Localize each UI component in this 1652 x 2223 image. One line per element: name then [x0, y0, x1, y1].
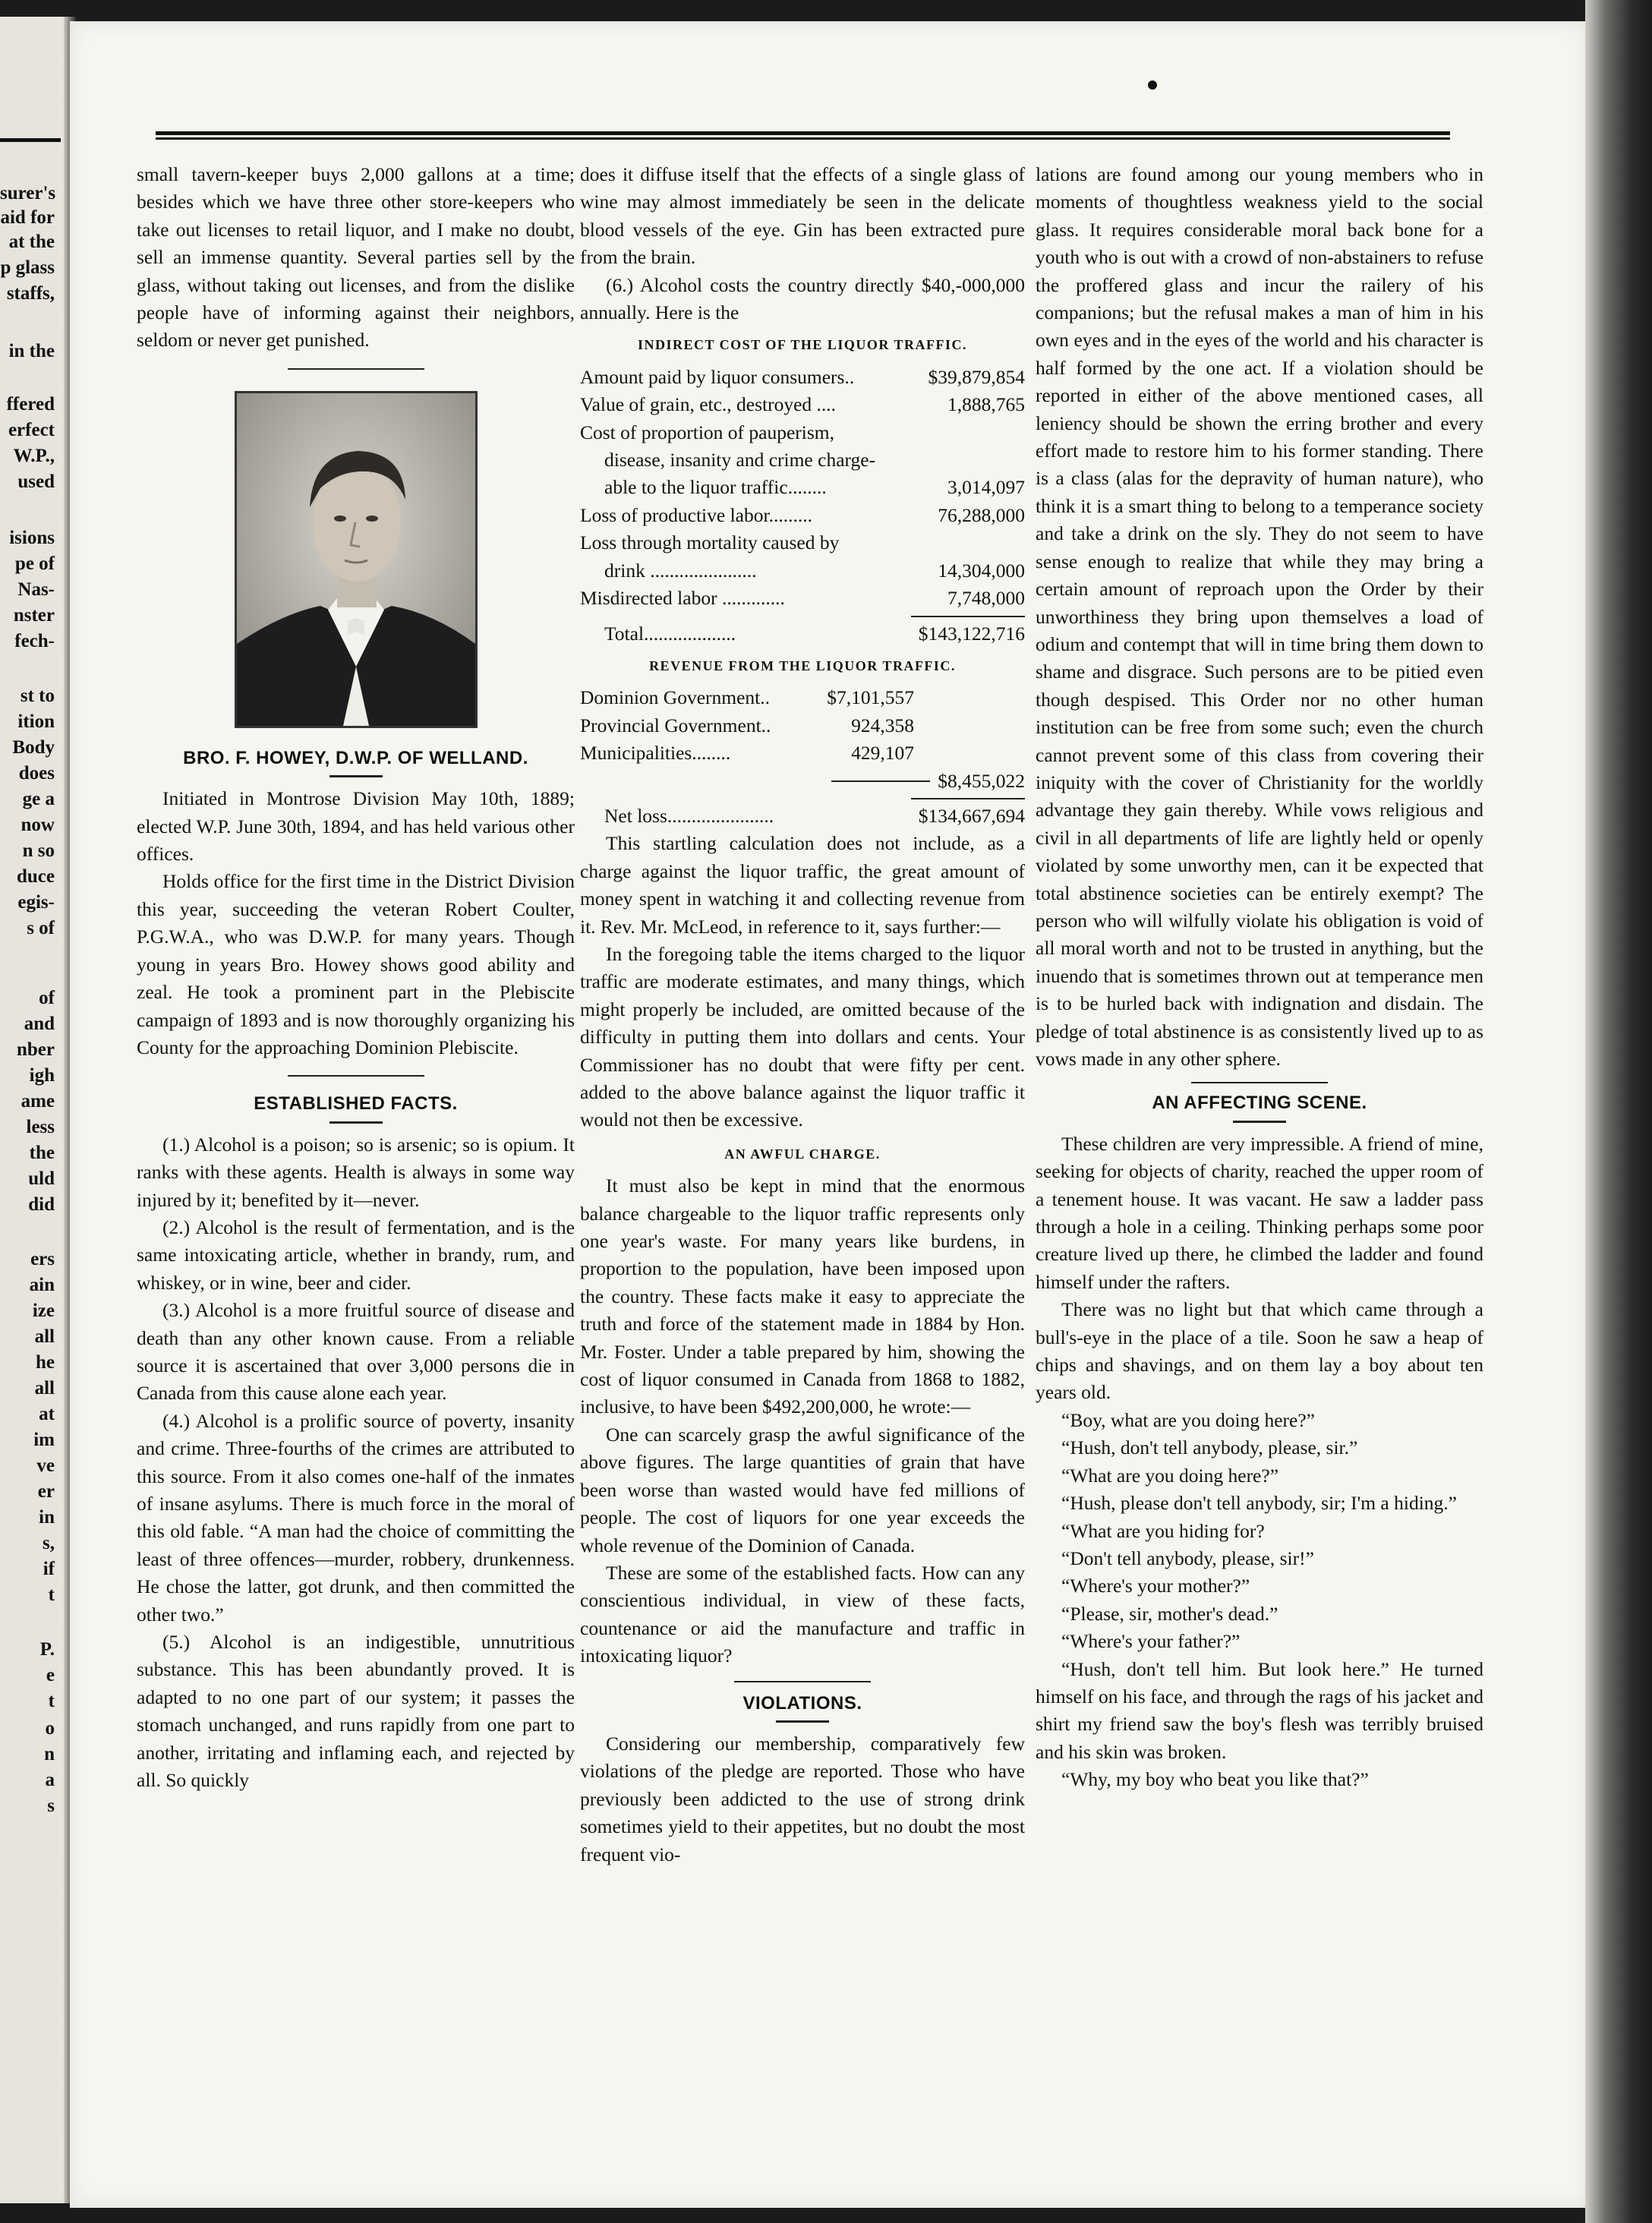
table-cell-label: Value of grain, etc., destroyed ....: [580, 393, 837, 416]
dialogue-line: “Where's your mother?”: [1061, 1575, 1250, 1597]
table-cell-label: Cost of proportion of pauperism,: [580, 421, 834, 443]
margin-fragment: W.P.,: [13, 446, 55, 466]
margin-fragment: ge a: [22, 789, 55, 809]
margin-fragment: ain: [29, 1275, 55, 1295]
header-double-rule: [156, 131, 1450, 140]
table-row: [580, 446, 1025, 474]
adjacent-page-rule: [0, 138, 61, 142]
scan-edge-shadow: [1585, 0, 1652, 2223]
margin-fragment: nster: [13, 605, 55, 626]
table-heading-indirect-cost: INDIRECT COST OF THE LIQUOR TRAFFIC.: [637, 337, 968, 353]
paragraph: These are some of the established facts. How can any conscientious individual, in view of these facts, countenance or aid the manufacture and traffic in intoxicating liquor?: [580, 1561, 1025, 1667]
portrait-photo: [235, 391, 478, 728]
paragraph: One can scarcely grasp the awful significance of the above figures. The large quantities of grain that have been worse than wasted would have fed millions of people. The cost of liquors for one year exceeds the whole revenue of the Dominion of Canada.: [580, 1423, 1025, 1556]
dialogue-line: “Where's your father?”: [1061, 1630, 1241, 1653]
table-cell-amount: 924,358: [851, 714, 914, 736]
margin-fragment: Nas-: [17, 579, 55, 600]
revenue-total-row: [580, 768, 1025, 795]
table-cell-label: Net loss......................: [604, 804, 774, 827]
section-divider: [288, 1075, 424, 1077]
margin-fragment: n so: [22, 840, 55, 861]
margin-fragment: P.: [39, 1639, 55, 1660]
section-divider: [734, 1681, 871, 1682]
table-row: [580, 739, 914, 767]
table-row: [580, 585, 1025, 612]
table-cell-amount: $8,455,022: [938, 769, 1025, 792]
margin-fragment: he: [36, 1352, 55, 1373]
table-cell-label: Dominion Government..: [580, 686, 771, 709]
table-cell-amount: 1,888,765: [947, 393, 1025, 416]
margin-fragment: of: [39, 988, 55, 1008]
paragraph: There was no light but that which came through a bull's-eye in the place of a tile. Soon he saw a heap of chips and shavings, and on them lay a boy about ten years old.: [1036, 1298, 1483, 1404]
table-cell-amount: $7,101,557: [827, 686, 914, 709]
bio-paragraph: Holds office for the first time in the District Division this year, succeeding the veteran Robert Coulter, P.G.W.A., who was D.W.P. for many years. Though young in years Bro. Howey shows good ability and zeal. He took a prominent part in the Plebiscite campaign of 1893 and is now thoroughly organizing his County for the approaching Dominion Plebiscite.: [137, 870, 575, 1058]
margin-fragment: used: [17, 471, 55, 492]
margin-fragment: im: [33, 1430, 55, 1450]
column-3: [1036, 161, 1483, 1794]
table-row: [580, 391, 1025, 418]
table-cell-amount: 76,288,000: [938, 503, 1025, 526]
table-row: [580, 419, 1025, 446]
table-cell-label: able to the liquor traffic........: [604, 476, 827, 499]
paragraph: It must also be kept in mind that the enormous balance chargeable to the liquor traffic represents only one year's waste. For many years like burdens, in proportion to the population, have been imposed upon the country. These facts make it easy to appreciate the truth and force of the statement made in 1884 by Hon. Mr. Foster. Under a table prepared by him, showing the cost of liquor consumed in Canada from 1868 to 1882, inclusive, to have been $492,200,000, he wrote:—: [580, 1175, 1025, 1418]
table-cell-label: Misdirected labor .............: [580, 587, 785, 610]
margin-fragment: duce: [17, 866, 55, 887]
margin-fragment: ve: [36, 1455, 55, 1476]
margin-fragment: isions: [9, 528, 55, 548]
table-row: [580, 474, 1025, 501]
table-cell-amount: 429,107: [851, 742, 914, 765]
margin-fragment: aid for: [0, 207, 55, 228]
table-cell-label: Provincial Government..: [580, 714, 771, 736]
margin-fragment: t: [48, 1584, 55, 1605]
margin-fragment: in the: [8, 341, 55, 361]
dialogue-line: “Hush, don't tell him. But look here.” He turned himself on his face, and through the rags of his jacket and shirt my friend saw the boy's flesh was terribly bruised and his skin was broken.: [1036, 1657, 1483, 1763]
table-cell-label: disease, insanity and crime charge-: [604, 449, 876, 471]
margin-fragment: er: [37, 1481, 55, 1502]
fact-paragraph: (6.) Alcohol costs the country directly $40,-000,000 annually. Here is the: [580, 273, 1025, 324]
portrait-caption: BRO. F. HOWEY, D.W.P. OF WELLAND.: [183, 747, 528, 768]
margin-fragment: s of: [27, 918, 55, 938]
dialogue-line: “Hush, please don't tell anybody, sir; I'm a hiding.”: [1061, 1492, 1457, 1515]
revenue-table: [580, 684, 1025, 799]
margin-fragment: pe of: [14, 553, 55, 574]
dialogue-line: “Please, sir, mother's dead.”: [1061, 1602, 1278, 1625]
column-2: [580, 161, 1025, 1868]
fact-paragraph: (3.) Alcohol is a more fruitful source of disease and death than any other known cause. From a reliable source it is ascertained that over 3,000 persons die in Canada from this cause alone each year.: [137, 1299, 575, 1405]
table-cell-amount: 3,014,097: [947, 476, 1025, 499]
margin-fragment: now: [20, 815, 55, 835]
margin-fragment: igh: [29, 1065, 55, 1086]
paragraph: These children are very impressible. A friend of mine, seeking for objects of charity, reached the upper room of a tenement house. It was vacant. He saw a ladder pass through a hole in a ceiling. Thinking perhaps some poor creature lived up there, he climbed the ladder and found himself under the rafters.: [1036, 1132, 1483, 1293]
table-cell-label: Amount paid by liquor consumers..: [580, 365, 855, 388]
table-cell-label: Total...................: [604, 622, 736, 645]
margin-fragment: ize: [32, 1301, 55, 1321]
table-cell-label: Loss through mortality caused by: [580, 531, 840, 554]
margin-fragment: all: [34, 1378, 55, 1398]
margin-fragment: e: [46, 1665, 55, 1685]
margin-fragment: surer's: [0, 183, 56, 203]
table-row: [580, 502, 1025, 529]
margin-fragment: p glass: [0, 257, 55, 278]
margin-fragment: s,: [43, 1533, 55, 1553]
margin-fragment: o: [45, 1718, 55, 1739]
margin-fragment: uld: [28, 1168, 55, 1189]
margin-fragment: at: [39, 1404, 55, 1424]
section-divider: [1191, 1082, 1328, 1083]
adjacent-page-margin: [0, 17, 76, 2203]
dialogue-line: “What are you doing here?”: [1061, 1464, 1279, 1487]
table-cell-amount: 14,304,000: [938, 559, 1025, 582]
total-dash: [831, 780, 930, 782]
margin-fragment: and: [24, 1014, 55, 1034]
margin-fragment: a: [45, 1770, 55, 1790]
margin-fragment: ame: [20, 1091, 55, 1112]
margin-fragment: s: [47, 1796, 55, 1816]
section-heading-awful-charge: AN AWFUL CHARGE.: [724, 1146, 881, 1162]
margin-fragment: in: [39, 1507, 55, 1528]
paragraph: lations are found among our young members who in moments of thoughtless weakness yield to the social glass. It requires considerable moral back bone for a youth who is out with a crowd of non-abstainers to refuse the proffered glass and incur the railery of his companions; but the refusal makes a man of him in his own eyes and in the eyes of the world and his character is half formed by the one act. If a violation should be reported in either of the above mentioned cases, all leniency should be shown the erring brother and every effort made to restore him to his former standing. There is a class (alas for the depravity of human nature), who think it is a smart thing to belong to a temperance society and take a drink on the sly. They do not seem to have sense enough to realize that while they may bring a certain amount of reproach upon the Order by their unworthiness they bring upon themselves a load of odium and contempt that will in time bring them down to shame and disgrace. Such persons are to be pitied even though despised. This Order nor no other human institution can be free from some such; even the church cannot prevent some of this class from covering their iniquity with the cover of Christianity for the worldly advantage they gain thereby. While vows religious and civil in all departments of life are lightly held or openly violated by some unworthy men, can it be expected that total abstinence societies can be entirely exempt? The person who will wilfully violate his obligation is void of all moral worth and not to be trusted in anything, but the inuendo that is sometimes thrown out at temperance men is to be hurled back with indignation and disdain. The pledge of total abstinence is as consistently lived up to as vows made in any other sphere.: [1036, 163, 1483, 1070]
dialogue-line: “Boy, what are you doing here?”: [1061, 1408, 1315, 1431]
paragraph: Considering our membership, comparatively few violations of the pledge are reported. Those who have previously been addicted to the use of strong drink sometimes yield to their appetites, but no doubt the most frequent vio-: [580, 1732, 1025, 1865]
caption-underline: [329, 775, 383, 777]
table-cell-label: Municipalities........: [580, 742, 731, 765]
fact-paragraph: (2.) Alcohol is the result of fermentation, and is the same intoxicating article, whether in brandy, rum, and whiskey, or in wine, beer and cider.: [137, 1216, 575, 1294]
margin-fragment: ers: [30, 1249, 55, 1269]
section-heading-established-facts: ESTABLISHED FACTS.: [254, 1093, 458, 1115]
fact-paragraph: (4.) Alcohol is a prolific source of poverty, insanity and crime. Three-fourths of the crimes are attributed to this source. From it also comes one-half of the inmates of insane asylums. There is much force in the moral of this old fable. “A man had the choice of committing the least of three offences—murder, robbery, drunkenness. He chose the latter, got drunk, and then committed the other two.”: [137, 1409, 575, 1625]
margin-fragment: t: [48, 1691, 55, 1711]
margin-fragment: all: [34, 1326, 55, 1347]
dialogue-line: “What are you hiding for?: [1061, 1519, 1265, 1542]
paragraph: small tavern-keeper buys 2,000 gallons at a time; besides which we have three other store-keepers who take out licenses to retail liquor, and I make no doubt, sell an immense quantity. Several parties sell by the glass, without taking out licenses, and from the dislike people have of informing against their neighbors, seldom or never get punished.: [137, 163, 575, 352]
section-divider: [288, 368, 424, 370]
heading-underline: [1233, 1121, 1286, 1123]
fact-paragraph: (5.) Alcohol is an indigestible, unnutritious substance. This has been abundantly proved. It is adapted to no one part of our system; it passes the stomach unchanged, and runs rapidly from one part to another, irritating and inflaming each, and rejected by all. So quickly: [137, 1631, 575, 1792]
margin-fragment: less: [26, 1117, 55, 1137]
margin-fragment: staffs,: [6, 283, 55, 304]
margin-fragment: the: [29, 1143, 55, 1163]
dialogue-line: “Don't tell anybody, please, sir!”: [1061, 1547, 1314, 1569]
table-row: [580, 684, 914, 711]
section-heading-affecting-scene: AN AFFECTING SCENE.: [1152, 1093, 1367, 1114]
column-1: [137, 161, 575, 1794]
print-dot: [1148, 80, 1157, 90]
margin-fragment: does: [18, 763, 55, 784]
margin-fragment: erfect: [8, 420, 55, 440]
table-row: [580, 529, 1025, 557]
margin-fragment: at the: [8, 232, 55, 252]
table-heading-revenue: REVENUE FROM THE LIQUOR TRAFFIC.: [649, 657, 956, 673]
section-heading-violations: VIOLATIONS.: [742, 1692, 862, 1714]
total-rule: [911, 798, 1025, 799]
paragraph: does it diffuse itself that the effects of a single glass of wine may almost immediately be seen in the delicate blood vessels of the eye. Gin has been extracted pure from the brain.: [580, 163, 1025, 269]
margin-fragment: ition: [17, 711, 55, 732]
table-row: [580, 557, 1025, 585]
margin-fragment: egis-: [17, 892, 55, 913]
paragraph: In the foregoing table the items charged to the liquor traffic are moderate estimates, and many things, which might properly be included, are omitted because of the difficulty in putting them into dollars and cents. Your Commissioner has no doubt that were fifty per cent. added to the above balance against the liquor traffic it would not then be excessive.: [580, 942, 1025, 1131]
table-cell-amount: $39,879,854: [928, 365, 1025, 388]
fact-paragraph: (1.) Alcohol is a poison; so is arsenic; so is opium. It ranks with these agents. Health is always in some way injured by it; benefited by it—never.: [137, 1133, 575, 1211]
margin-fragment: did: [28, 1194, 55, 1215]
margin-fragment: fech-: [14, 631, 55, 651]
table-cell-amount: $143,122,716: [918, 622, 1025, 645]
margin-fragment: nber: [17, 1039, 55, 1060]
table-row: [580, 364, 1025, 391]
margin-fragment: if: [43, 1559, 55, 1579]
net-loss-row: [580, 802, 1025, 830]
table-cell-amount: 7,748,000: [947, 587, 1025, 610]
margin-fragment: n: [44, 1744, 55, 1764]
table-row: [580, 712, 914, 739]
table-total-row: [580, 620, 1025, 648]
dialogue-line: “Why, my boy who beat you like that?”: [1061, 1768, 1369, 1791]
indirect-cost-table: [580, 364, 1025, 648]
margin-fragment: ffered: [6, 394, 55, 415]
margin-fragment: Body: [12, 737, 55, 758]
margin-fragment: st to: [20, 686, 55, 706]
table-cell-label: Loss of productive labor.........: [580, 503, 812, 526]
heading-underline: [776, 1720, 829, 1723]
total-rule: [911, 616, 1025, 617]
dialogue-line: “Hush, don't tell anybody, please, sir.”: [1061, 1436, 1358, 1459]
table-cell-amount: $134,667,694: [918, 804, 1025, 827]
table-cell-label: drink ......................: [604, 559, 757, 582]
bio-paragraph: Initiated in Montrose Division May 10th, 1889; elected W.P. June 30th, 1894, and has held various other offices.: [137, 787, 575, 866]
portrait-illustration: [237, 393, 475, 726]
heading-underline: [329, 1121, 383, 1124]
paragraph: This startling calculation does not include, as a charge against the liquor traffic, the great amount of money spent in watching it and collecting revenue from it. Rev. Mr. McLeod, in reference to it, says further:—: [580, 832, 1025, 938]
